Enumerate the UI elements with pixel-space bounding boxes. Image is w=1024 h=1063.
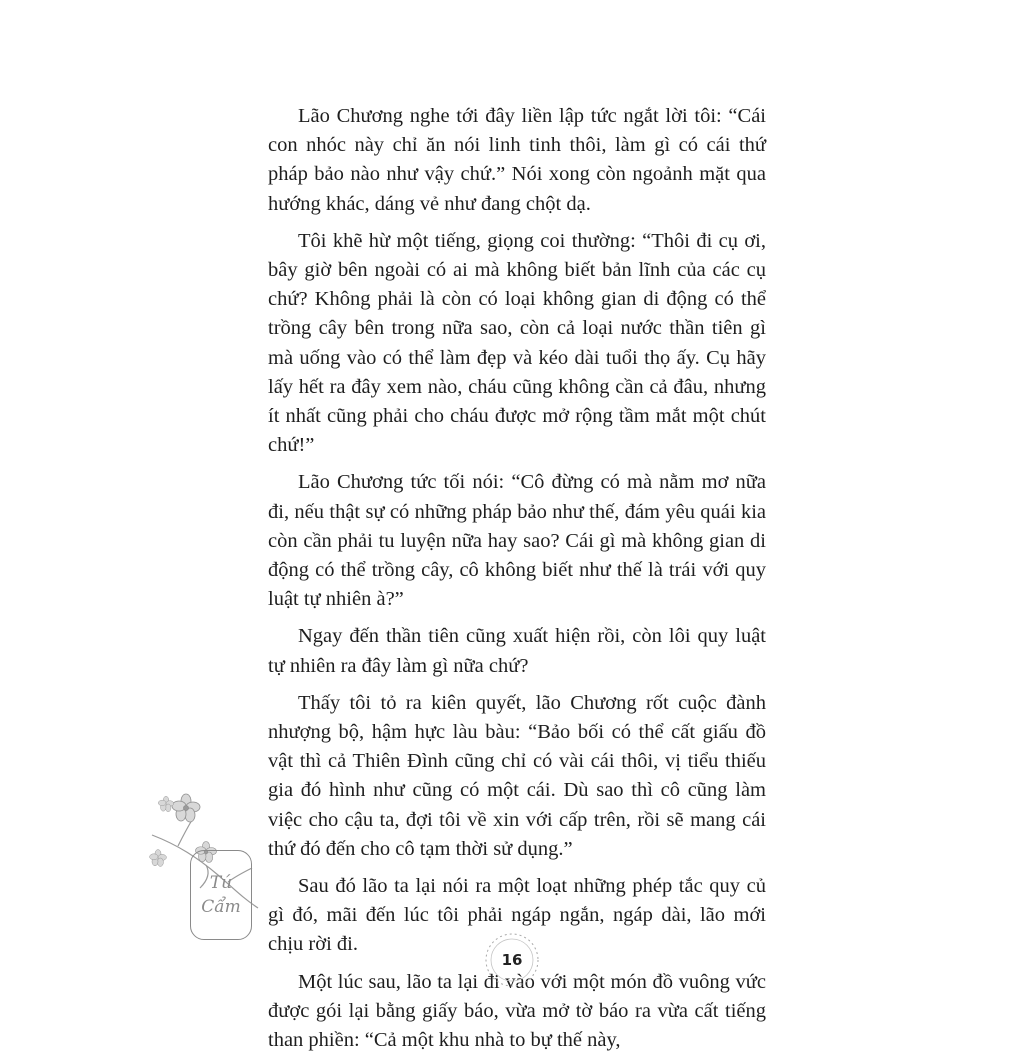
paragraph-7: Một lúc sau, lão ta lại đi vào với một món đồ vuông vức được gói lại bằng giấy báo, vừa mở tờ báo ra vừa cất tiếng than phiền: “Cả một khu nhà to bự thế này,	[268, 970, 766, 1052]
body-text	[268, 102, 766, 1063]
emblem-line-1: Tú	[209, 873, 233, 893]
emblem-line-2: Cẩm	[201, 897, 241, 917]
page-number: 16	[501, 951, 523, 969]
paragraph-1: Lão Chương nghe tới đây liền lập tức ngắt lời tôi: “Cái con nhóc này chỉ ăn nói linh tinh thôi, làm gì có cái thứ pháp bảo nào như vậy chứ.” Nói xong còn ngoảnh mặt qua hướng khác, dáng vẻ như đang chột dạ.	[268, 105, 766, 215]
paragraph-3: Lão Chương tức tối nói: “Cô đừng có mà nằm mơ nữa đi, nếu thật sự có những pháp bảo như thế, đám yêu quái kia còn cần phải tu luyện nữa hay sao? Cái gì mà không gian di động có thể trồng cây, cô không biết như thế là trái với quy luật tự nhiên à?”	[268, 471, 766, 611]
paragraph-5: Thấy tôi tỏ ra kiên quyết, lão Chương rốt cuộc đành nhượng bộ, hậm hực làu bàu: “Bảo bối có thể cất giấu đồ vật thì cả Thiên Đình cũng chỉ có vài cái thôi, vị tiểu thiếu gia đó hình như cũng có một cái. Dù sao thì cô cũng làm việc cho cậu ta, đợi tôi về xin với cấp trên, rồi sẽ mang cái thứ đó đến cho cô tạm thời sử dụng.”	[268, 691, 766, 860]
paragraph-4: Ngay đến thần tiên cũng xuất hiện rồi, còn lôi quy luật tự nhiên ra đây làm gì nữa chứ?	[268, 625, 766, 677]
page-number-badge	[480, 928, 544, 992]
tu-cam-emblem	[190, 850, 252, 940]
paragraph-2: Tôi khẽ hừ một tiếng, giọng coi thường: “Thôi đi cụ ơi, bây giờ bên ngoài có ai mà không biết bản lĩnh của các cụ chứ? Không phải là còn có loại không gian di động có thể trồng cây bên trong nữa sao, còn cả loại nước thần tiên gì mà uống vào có thể làm đẹp và kéo dài tuổi thọ ấy. Cụ hãy lấy hết ra đây xem nào, cháu cũng không cần cả đâu, nhưng ít nhất cũng phải cho cháu được mở rộng tầm mắt một chút chứ!”	[268, 229, 766, 457]
paragraph-6: Sau đó lão ta lại nói ra một loạt những phép tắc quy củ gì đó, mãi đến lúc tôi phải ngáp ngắn, ngáp dài, lão mới chịu rời đi.	[268, 875, 766, 956]
